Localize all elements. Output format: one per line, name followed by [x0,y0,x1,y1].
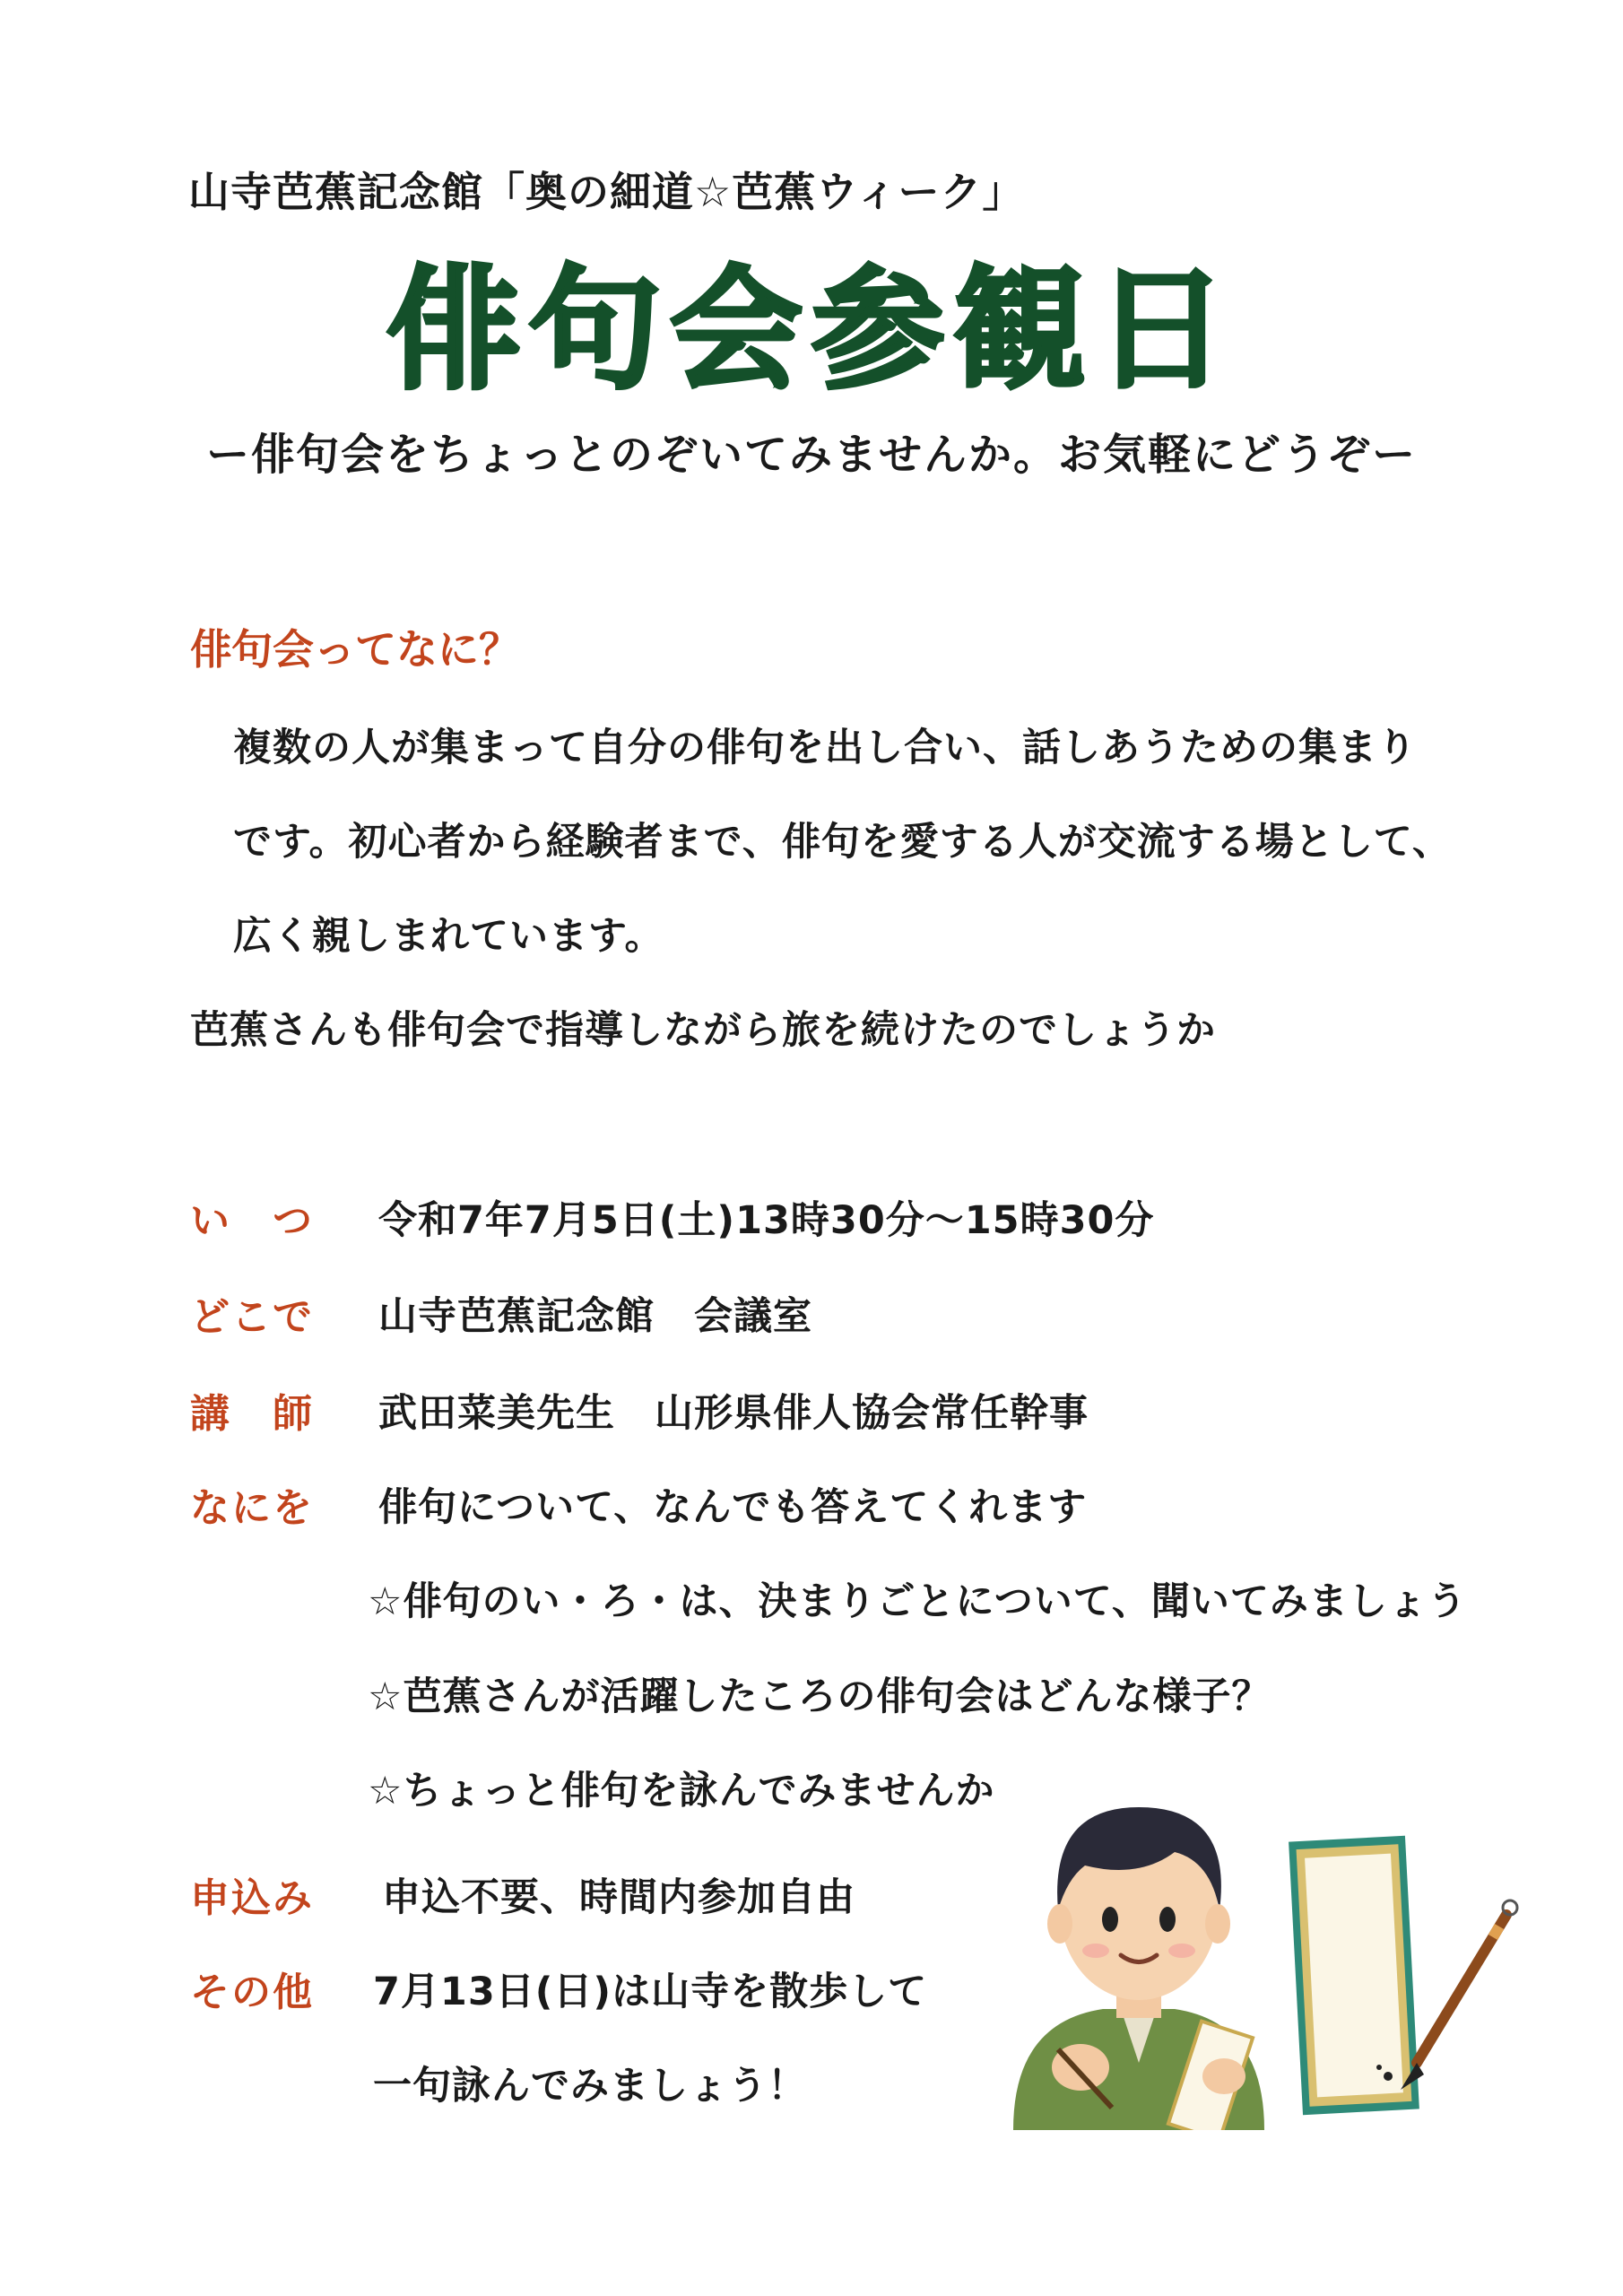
lecturer-label: 講 師 [190,1391,314,1437]
what-bullet-1: ☆俳句のい・ろ・は、決まりごとについて、聞いてみましょう [368,1579,1467,1624]
title-text: 俳句会参観日 [386,253,1237,407]
where-label: どこで [190,1294,314,1340]
poet-figure-icon [1013,1807,1264,2130]
what-bullet-2: ☆芭蕉さんが活躍したころの俳句会はどんな様子？ [368,1674,1271,1719]
lecturer-value: 武田菜美先生 山形県俳人協会常任幹事 [378,1391,1089,1436]
apply-label: 申込み [190,1875,314,1921]
page-title [0,224,1623,414]
about-line-2: です。初心者から経験者まで、俳句を愛する人が交流する場として、 [233,820,1452,865]
what-bullet-3: ☆ちょっと俳句を詠んでみませんか [368,1769,995,1813]
what-label: なにを [190,1485,314,1531]
museum-event-line: 山寺芭蕉記念館「奥の細道☆芭蕉ウィーク」 [188,168,1025,216]
where-value: 山寺芭蕉記念館 会議室 [378,1294,812,1339]
about-heading: 俳句会ってなに？ [190,625,520,674]
other-line-2: 一句詠んでみましょう！ [373,2064,807,2109]
about-note: 芭蕉さんも俳句会で指導しながら旅を続けたのでしょうか [190,1008,1216,1053]
subtitle: ー俳句会をちょっとのぞいてみませんか。お気軽にどうぞー [205,430,1417,480]
what-value: 俳句について、なんでも答えてくれます [378,1485,1088,1530]
when-label: い つ [190,1198,314,1244]
when-value: 令和7年7月5日(土)13時30分～15時30分 [378,1198,1155,1243]
other-line-1: 7月13日(日)は山寺を散歩して [373,1970,928,2014]
apply-value: 申込不要、時間内参加自由 [382,1875,855,1920]
other-label: その他 [190,1970,314,2015]
about-line-1: 複数の人が集まって自分の俳句を出し合い、話しあうための集まり [233,726,1417,770]
haiku-poet-with-brush-icon [995,1753,1551,2130]
tanzaku-board-icon [1289,1836,1419,2115]
about-line-3: 広く親しまれています。 [233,914,664,959]
